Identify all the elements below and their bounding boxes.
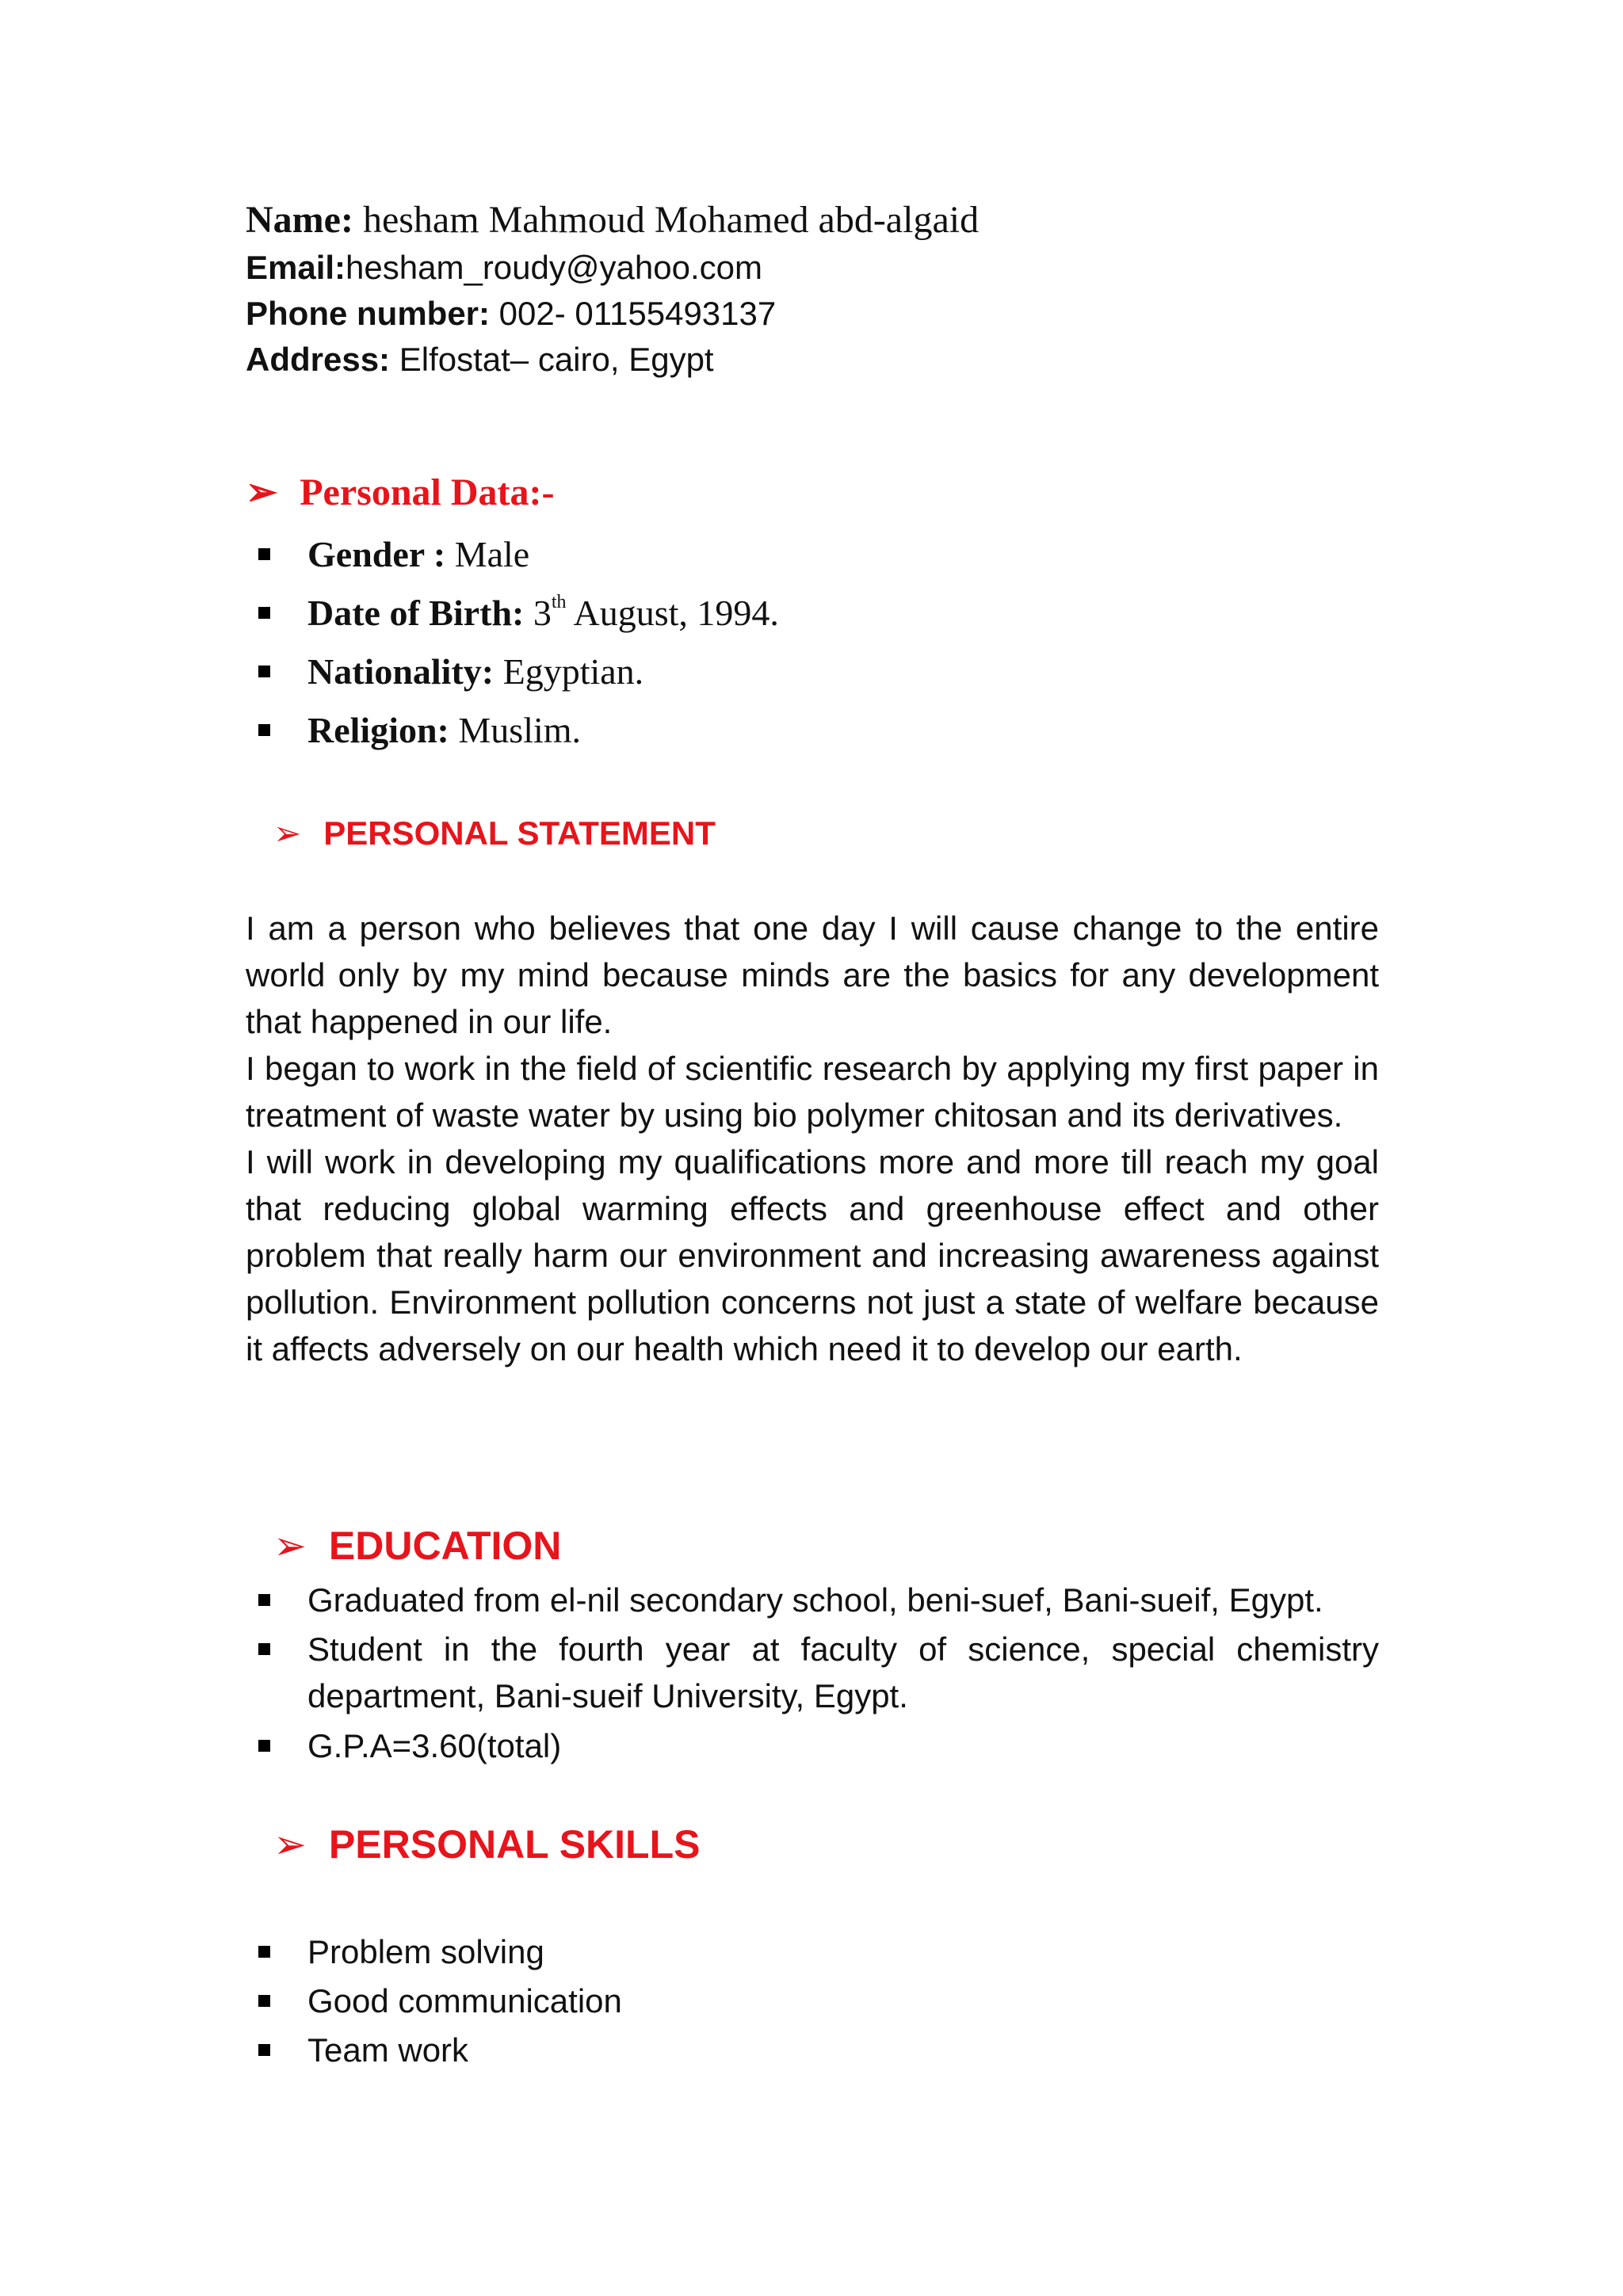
square-bullet-icon — [258, 1740, 270, 1752]
dob-item — [258, 589, 1379, 637]
address-value: Elfostat– cairo, Egypt — [390, 341, 714, 378]
skill-item-text: Good communication — [307, 1982, 622, 2019]
statement-paragraph: I am a person who believes that one day I will cause change to the entire world only by my mind because minds are the basics for any development that happened in our life. — [246, 910, 1379, 1040]
dob-label: Date of Birth: — [307, 593, 525, 633]
arrowhead-bullet-icon: ➢ — [246, 471, 278, 513]
skills-heading — [273, 1820, 701, 1869]
square-bullet-icon — [258, 666, 270, 677]
dob-suffix: th — [551, 592, 567, 612]
religion-value: Muslim. — [449, 710, 582, 750]
education-heading — [273, 1521, 561, 1570]
statement-body — [246, 905, 1379, 1372]
square-bullet-icon — [258, 548, 270, 560]
religion-item — [258, 707, 1379, 754]
name-label: Name: — [246, 199, 353, 241]
dob-day: 3 — [524, 593, 552, 633]
statement-heading-text: PERSONAL STATEMENT — [323, 814, 716, 852]
address-line — [246, 338, 1379, 382]
name-line — [246, 196, 1379, 244]
education-item-text: Student in the fourth year at faculty of science, special chemistry department, Bani-sueif University, Egypt. — [307, 1630, 1379, 1714]
education-heading-text: EDUCATION — [328, 1524, 562, 1568]
square-bullet-icon — [258, 1946, 270, 1958]
address-label: Address: — [246, 341, 391, 378]
statement-paragraph: I began to work in the field of scientific research by applying my first paper in treatment of waste water by using bio polymer chitosan and its derivatives. — [246, 1050, 1379, 1134]
statement-paragraph: I will work in developing my qualifications more and more till reach my goal that reducing global warming effects and greenhouse effect and other problem that really harm our environment and increasing awareness against pollution. Environment pollution concerns not just a state of welfare because it affects adversely on our health which need it to develop our earth. — [246, 1143, 1379, 1367]
nationality-text — [307, 648, 1379, 696]
square-bullet-icon — [258, 1594, 270, 1606]
gender-text — [307, 531, 1379, 578]
gender-value: Male — [445, 534, 530, 574]
nationality-value: Egyptian. — [494, 651, 644, 692]
square-bullet-icon — [258, 607, 270, 619]
skills-heading-text: PERSONAL SKILLS — [328, 1822, 701, 1867]
square-bullet-icon — [258, 1995, 270, 2007]
personal-data-heading-text: Personal Data:- — [300, 471, 555, 513]
dob-rest: August, 1994. — [566, 593, 779, 633]
phone-line — [246, 292, 1379, 336]
statement-heading — [273, 811, 716, 856]
skill-item-text: Team work — [307, 2031, 469, 2069]
arrowhead-bullet-icon: ➢ — [273, 814, 302, 852]
education-item-text: G.P.A=3.60(total) — [307, 1727, 562, 1764]
personal-data-heading — [246, 469, 554, 517]
square-bullet-icon — [258, 2044, 270, 2056]
arrowhead-bullet-icon: ➢ — [273, 1822, 307, 1867]
dob-text — [307, 589, 1379, 637]
name-value: hesham Mahmoud Mohamed abd-algaid — [353, 199, 980, 241]
phone-label: Phone number: — [246, 295, 491, 332]
nationality-item — [258, 648, 1379, 696]
email-value: hesham_roudy@yahoo.com — [346, 249, 762, 286]
religion-label: Religion: — [307, 710, 449, 750]
religion-text — [307, 707, 1379, 754]
nationality-label: Nationality: — [307, 651, 495, 692]
gender-label: Gender : — [307, 534, 446, 574]
education-item-text: Graduated from el-nil secondary school, beni-suef, Bani-sueif, Egypt. — [307, 1581, 1323, 1619]
email-label: Email: — [246, 249, 346, 286]
email-line — [246, 246, 1379, 290]
gender-item — [258, 531, 1379, 578]
square-bullet-icon — [258, 1643, 270, 1655]
skill-item-text: Problem solving — [307, 1933, 544, 1970]
phone-value: 002- 01155493137 — [490, 295, 777, 332]
arrowhead-bullet-icon: ➢ — [273, 1524, 307, 1568]
square-bullet-icon — [258, 724, 270, 736]
